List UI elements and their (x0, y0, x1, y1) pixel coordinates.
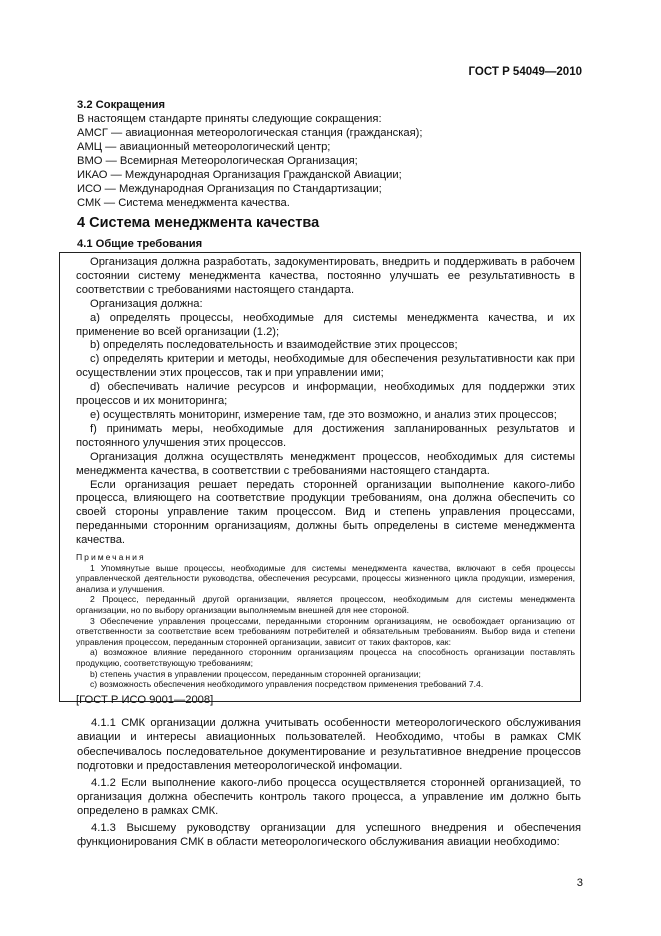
clause-4-1-1: 4.1.1 СМК организации должна учитывать особенности метеорологического обслуживания авиации и интересы авиационных пользователей. Необходимо, чтобы в рамках СМК обеспечивалось последовательное документирование и результативное внедрение процессов подготовки и предоставления метеорологической инфомации. (77, 717, 581, 773)
section-heading: 3.2 Сокращения (77, 99, 166, 111)
note-item: a) возможное влияние переданного сторонним организациям процесса на способность организации поставлять продукцию, соответствующую требованиям; (76, 647, 575, 668)
abbr-item: СМК — Система менеджмента качества. (77, 197, 290, 209)
notes-title: Примечания (76, 552, 146, 563)
abbr-item: ИСО — Международная Организация по Стандартизации; (77, 183, 382, 195)
box-paragraph: Организация должна осуществлять менеджмент процессов, необходимых для системы менеджмента качества, в соответствии с требованиями настоящего стандарта. (76, 450, 575, 477)
box-list-item: d) обеспечивать наличие ресурсов и информации, необходимых для поддержки этих процессов и их мониторинга; (76, 381, 575, 408)
abbr-item: ИКАО — Международная Организация Гражданской Авиации; (77, 169, 402, 181)
note-item: 3 Обеспечение управления процессами, переданными сторонним организациям, не освобождает организацию от ответственности за соответствие всем требованиям потребителей и обязательным требованиям. Выбор вида и степени управления процессом, переданным сторонней организации, зависит от таких факторов, как: (76, 615, 575, 647)
box-paragraph: Организация должна разработать, задокументировать, внедрить и поддерживать в рабочем состоянии систему менеджмента качества, постоянно улучшать ее результативность в соответствии с требованиями настоящего стандарта. (76, 256, 575, 296)
abbr-item: АМЦ — авиационный метеорологический центр; (77, 141, 331, 153)
box-list-item: a) определять процессы, необходимые для системы менеджмента качества, и их применение во всей организации (1.2); (76, 311, 575, 338)
abbr-item: АМСГ — авиационная метеорологическая станция (гражданская); (77, 127, 423, 139)
box-list-item: e) осуществлять мониторинг, измерение там, где это возможно, и анализ этих процессов; (90, 408, 557, 421)
notes-block (76, 552, 575, 690)
subsection-heading: 4.1 Общие требования (77, 238, 203, 250)
source-reference: [ГОСТ Р ИСО 9001—2008] (76, 693, 214, 706)
clause-4-1-2: 4.1.2 Если выполнение какого-либо процесса осуществляется сторонней организацией, то организация должна обеспечить контроль такого процесса, а управление им должно быть определено в рамках СМК. (77, 776, 581, 818)
body-text (77, 716, 581, 850)
quoted-standard-box (59, 252, 581, 706)
page-number: 3 (576, 877, 583, 889)
box-list-item: c) определять критерии и методы, необходимые для обеспечения результативности как при осуществлении этих процессов, так и при управлении ими; (76, 353, 575, 380)
box-paragraph: Организация должна: (90, 297, 203, 310)
note-item: 1 Упомянутые выше процессы, необходимые для системы менеджмента качества, включают в себя процессы управленческой деятельности руководства, обеспечения ресурсами, процессы жизненного цикла продукции, измерения, анализа и улучшения. (76, 562, 575, 594)
clause-4-1-3: 4.1.3 Высшему руководству организации для успешного внедрения и обеспечения функционирования СМК в области метеорологического обслуживания авиации необходимо: (77, 821, 581, 849)
document-id: ГОСТ Р 54049—2010 (468, 66, 582, 78)
box-paragraph: Если организация решает передать сторонней организации выполнение какого-либо процесса, влияющего на соответствие продукции требованиям, она должна обеспечить со своей стороны управление таким процессом. Вид и степень управления процессами, переданными сторонним организациям, должны быть определены в системе менеджмента качества. (76, 478, 575, 547)
box-list-item: b) определять последовательность и взаимодействие этих процессов; (90, 339, 458, 352)
section-intro: В настоящем стандарте приняты следующие сокращения: (77, 113, 382, 125)
note-item: 2 Процесс, переданный другой организации, является процессом, необходимым для системы менеджмента организации, но по выбору организации выполняемым внешней для нее стороной. (76, 594, 575, 615)
section-abbreviations (77, 98, 587, 210)
box-list-item: f) принимать меры, необходимые для достижения запланированных результатов и постоянного улучшения этих процессов. (76, 422, 575, 449)
note-item: b) степень участия в управлении процессом, переданным сторонней организации; (90, 668, 421, 679)
chapter-heading: 4 Система менеджмента качества (77, 215, 320, 231)
abbr-item: ВМО — Всемирная Метеорологическая Организация; (77, 155, 358, 167)
note-item: c) возможность обеспечения необходимого управления посредством применения требований 7.4. (90, 679, 484, 690)
